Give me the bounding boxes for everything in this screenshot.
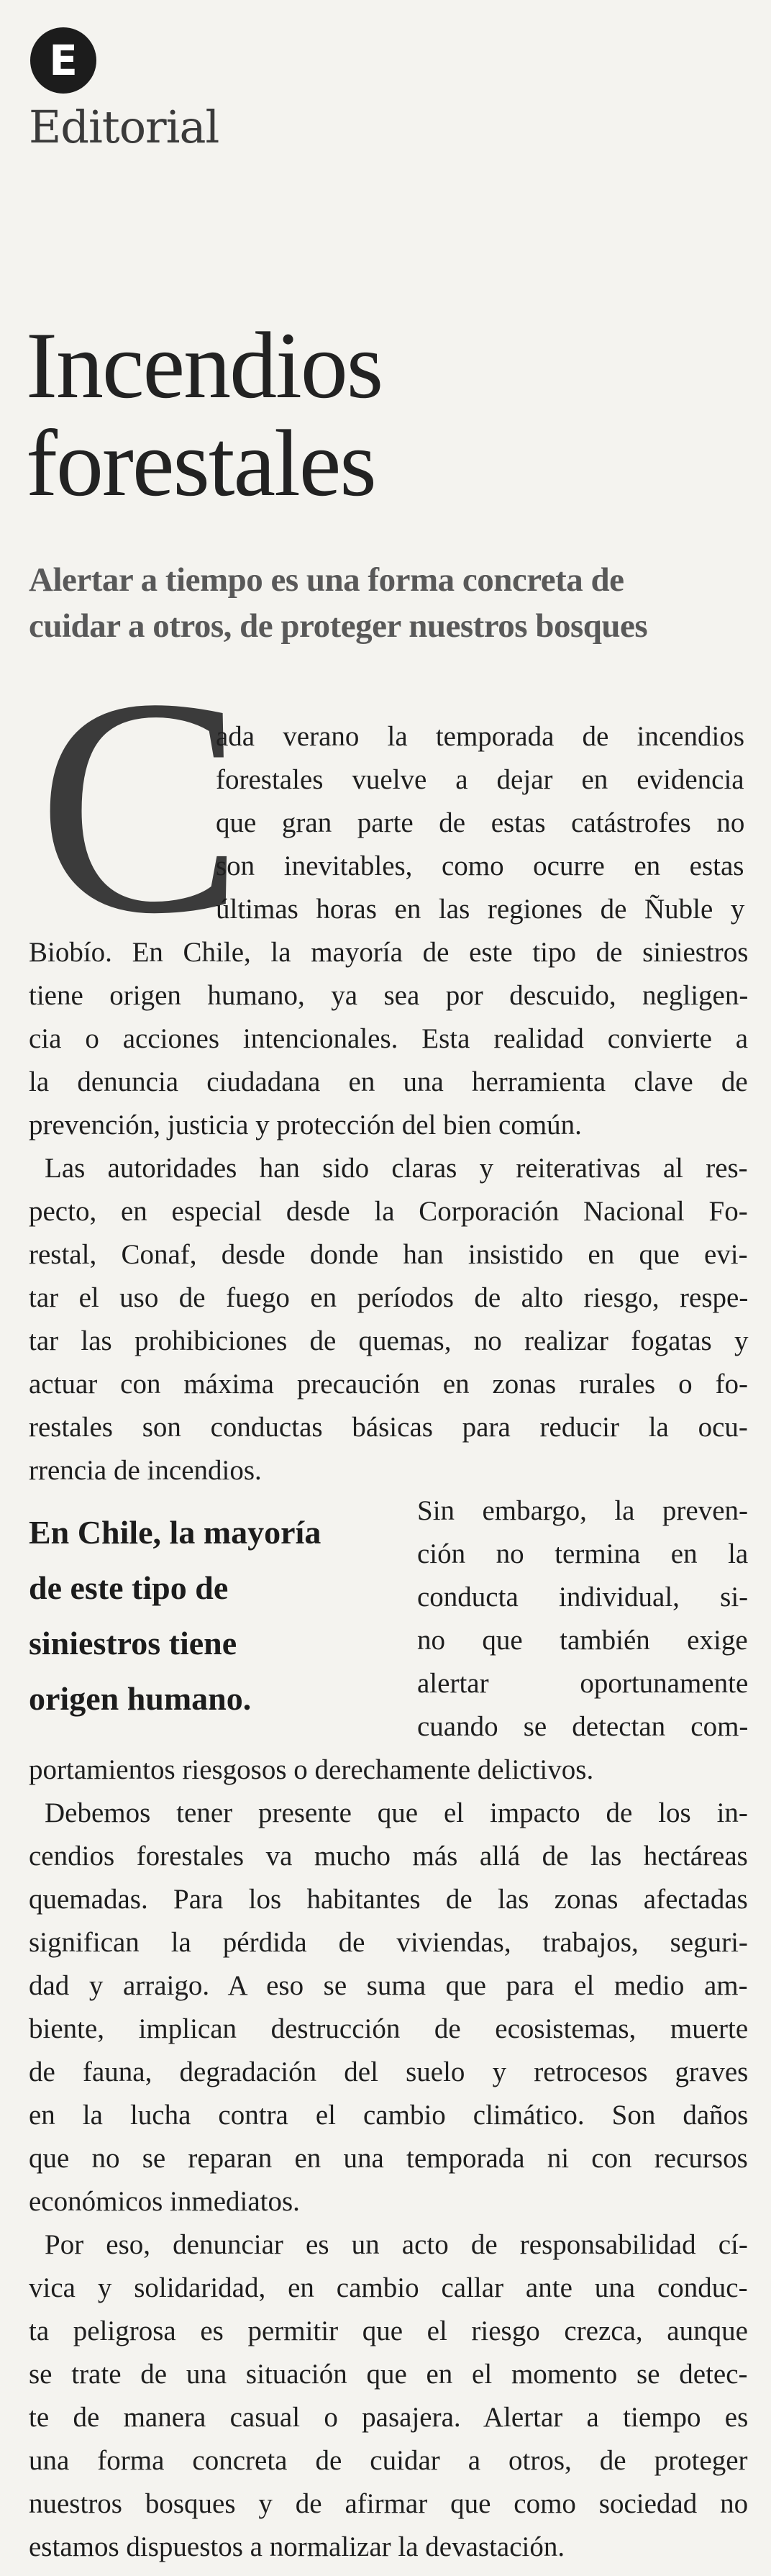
body-line: tar el uso de fuego en períodos de alto riesgo, respe- <box>29 1282 749 1313</box>
body-line: estamos dispuestos a normalizar la devastación. <box>29 2531 565 2562</box>
body-line: vica y solidaridad, en cambio callar ante una conduc- <box>29 2272 748 2303</box>
body-line: cendios forestales va mucho más allá de las hectáreas <box>29 1841 748 1872</box>
body-line: tiene origen humano, ya sea por descuido, negligen- <box>29 980 749 1011</box>
headline-line: Incendios <box>26 312 383 418</box>
pull-quote-line: origen humano. <box>29 1680 252 1717</box>
body-line: que gran parte de estas catástrofes no <box>216 807 745 838</box>
body-line: conducta individual, si- <box>417 1582 749 1613</box>
editorial-badge <box>30 27 96 94</box>
body-line: biente, implican destrucción de ecosistemas, muerte <box>29 2013 749 2044</box>
body-line: alertar oportunamente <box>417 1668 749 1699</box>
badge-letter: E <box>49 36 78 85</box>
body-line: significan la pérdida de viviendas, trabajos, seguri- <box>29 1927 748 1958</box>
pull-quote-line: de este tipo de <box>29 1569 229 1606</box>
body-line: cuando se detectan com- <box>417 1711 749 1742</box>
body-line: ada verano la temporada de incendios <box>216 721 744 752</box>
body-line: restales son conductas básicas para reducir la ocu- <box>29 1412 748 1443</box>
body-line: últimas horas en las regiones de Ñuble y <box>216 894 745 925</box>
pull-quote-line: En Chile, la mayoría <box>29 1514 321 1551</box>
body-line: rrencia de incendios. <box>29 1455 262 1486</box>
subhead-line: Alertar a tiempo es una forma concreta de <box>29 561 624 599</box>
body-line: forestales vuelve a dejar en evidencia <box>216 764 744 795</box>
body-line: no que también exige <box>417 1625 748 1656</box>
drop-cap: C <box>37 635 244 978</box>
body-line: ta peligrosa es permitir que el riesgo crezca, aunque <box>29 2316 748 2346</box>
body-line: Debemos tener presente que el impacto de los in- <box>45 1797 748 1828</box>
body-line: de fauna, degradación del suelo y retrocesos graves <box>29 2056 749 2087</box>
section-label: Editorial <box>29 101 219 153</box>
pull-quote-line: siniestros tiene <box>29 1625 237 1661</box>
body-line: en la lucha contra el cambio climático. Son daños <box>29 2100 749 2131</box>
body-line: restal, Conaf, desde donde han insistido en que evi- <box>29 1239 748 1270</box>
body-line: Sin embargo, la preven- <box>417 1495 749 1526</box>
body-line: Por eso, denunciar es un acto de responsabilidad cí- <box>45 2229 748 2260</box>
subhead-line: cuidar a otros, de proteger nuestros bosques <box>29 607 648 645</box>
body-line: la denuncia ciudadana en una herramienta clave de <box>29 1066 748 1097</box>
body-line: nuestros bosques y de afirmar que como sociedad no <box>29 2488 749 2519</box>
body-line: Las autoridades han sido claras y reiterativas al res- <box>45 1153 748 1184</box>
body-line: tar las prohibiciones de quemas, no realizar fogatas y <box>29 1325 749 1356</box>
body-line: prevención, justicia y protección del bien común. <box>29 1110 582 1140</box>
headline-line: forestales <box>26 410 375 516</box>
body-line: actuar con máxima precaución en zonas rurales o fo- <box>29 1369 748 1400</box>
headline <box>26 312 745 516</box>
body-line: una forma concreta de cuidar a otros, de proteger <box>29 2445 748 2476</box>
body-line: ción no termina en la <box>417 1538 749 1569</box>
body-line: quemadas. Para los habitantes de las zonas afectadas <box>29 1884 748 1915</box>
body-line: te de manera casual o pasajera. Alertar a tiempo es <box>29 2402 749 2433</box>
body-line: pecto, en especial desde la Corporación Nacional Fo- <box>29 1196 748 1227</box>
body-line: económicos inmediatos. <box>29 2186 300 2217</box>
body-line: portamientos riesgosos o derechamente delictivos. <box>29 1754 594 1785</box>
body-line: que no se reparan en una temporada ni con recursos <box>29 2143 748 2174</box>
body-line: Biobío. En Chile, la mayoría de este tipo de siniestros <box>29 937 749 968</box>
body-line: se trate de una situación que en el momento se detec- <box>29 2359 748 2390</box>
body-line: son inevitables, como ocurre en estas <box>216 851 744 881</box>
body-line: cia o acciones intencionales. Esta realidad convierte a <box>29 1023 749 1054</box>
body-line: dad y arraigo. A eso se suma que para el medio am- <box>29 1970 748 2001</box>
